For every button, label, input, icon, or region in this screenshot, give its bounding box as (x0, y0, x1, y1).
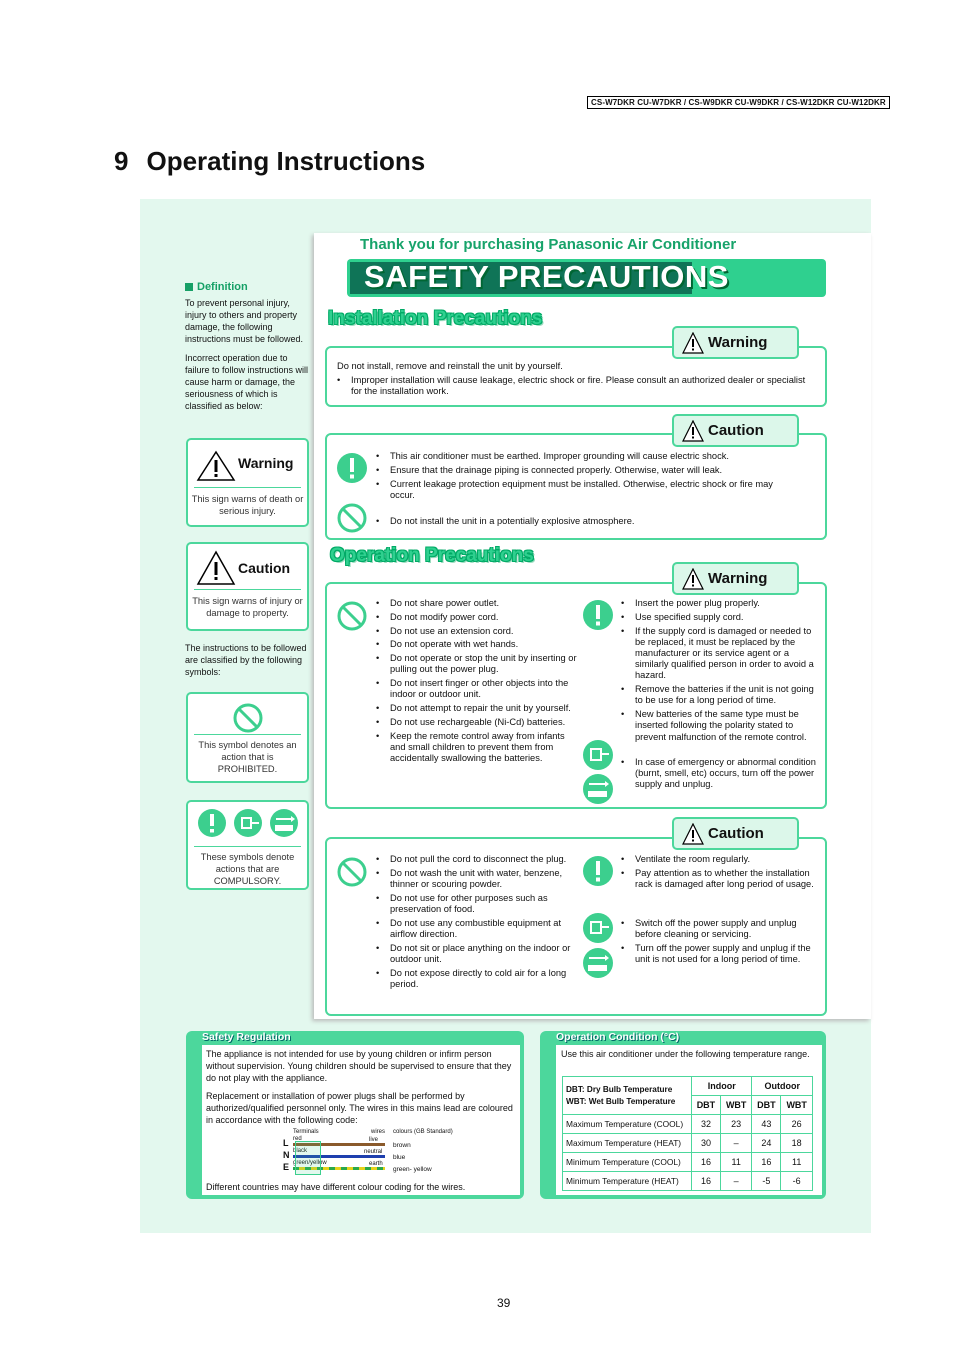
unplug-icon (582, 773, 614, 805)
terminal-neutral: N (283, 1150, 290, 1160)
operation-title: Operation Precautions (330, 545, 534, 566)
prohibited-icon (232, 702, 264, 734)
legend-dbt: DBT: Dry Bulb Temperature (566, 1084, 673, 1094)
prohibited-icon (336, 502, 368, 534)
table-cell: – (720, 1172, 752, 1191)
list-item: • Insert the power plug properly. (621, 598, 816, 609)
colour-live: brown (393, 1142, 411, 1149)
section-number: 9 (114, 146, 129, 176)
must-do-icon (582, 599, 614, 631)
installation-caution-prohibit-list (376, 516, 796, 530)
list-item: • Do not use rechargeable (Ni-Cd) batteries. (376, 717, 581, 728)
list-item: • In case of emergency or abnormal condition (burnt, smell, etc) occurs, turn off the power supply and unplug. (621, 757, 816, 791)
safety-banner-title: SAFETY PRECAUTIONS (364, 259, 729, 294)
installation-warning-tag-label: Warning (708, 334, 768, 351)
installation-warning-lead: Do not install, remove and reinstall the unit by yourself. (337, 361, 563, 371)
list-item: • Do not insert finger or other objects into the indoor or outdoor unit. (376, 678, 581, 700)
caution-triangle-icon (682, 823, 704, 845)
wire-col-neutral: black (293, 1148, 308, 1154)
table-cell: 11 (720, 1153, 752, 1172)
page-number: 39 (497, 1296, 511, 1310)
list-item: • Improper installation will cause leakage, electric shock or fire. Please consult an authorized dealer or specialist for the installation work. (337, 375, 807, 397)
list-item: • New batteries of the same type must be inserted following the polarity stated to prevent malfunction of the remote control. (621, 709, 816, 743)
warning-sign-box (186, 438, 309, 527)
warning-sign-desc: This sign warns of death or serious injury. (191, 494, 304, 516)
list-item: • Do not use any combustible equipment at airflow direction. (376, 918, 581, 940)
table-cell: – (720, 1134, 752, 1153)
list-item: • Switch off the power supply and unplug before cleaning or servicing. (621, 918, 816, 940)
list-item: • Current leakage protection equipment must be installed. Otherwise, electric shock or fire may occur. (376, 479, 796, 501)
warning-triangle-icon (682, 568, 704, 590)
table-cell: -5 (752, 1172, 781, 1191)
operation-condition-intro: Use this air conditioner under the following temperature range. (561, 1049, 810, 1059)
indoor-header: Indoor (692, 1077, 752, 1096)
column-header: DBT (692, 1096, 721, 1115)
unplug-icon (269, 808, 299, 838)
list-item: • Do not install the unit in a potentially explosive atmosphere. (376, 516, 796, 527)
column-header: DBT (752, 1096, 781, 1115)
table-cell: 11 (781, 1153, 813, 1172)
table-cell: 43 (752, 1115, 781, 1134)
list-item: • Do not sit or place anything on the indoor or outdoor unit. (376, 943, 581, 965)
wiring-wires-label: wires (371, 1129, 386, 1135)
row-label: Maximum Temperature (COOL) (563, 1115, 692, 1134)
terminal-earth: E (283, 1162, 290, 1172)
operation-caution-must-list (621, 854, 816, 893)
square-bullet-icon (185, 283, 193, 291)
page-title (114, 146, 425, 177)
installation-caution-tag (672, 414, 799, 447)
list-item: • Do not use for other purposes such as preservation of food. (376, 893, 581, 915)
row-label: Minimum Temperature (HEAT) (563, 1172, 692, 1191)
warning-triangle-icon (682, 332, 704, 354)
installation-caution-must-list (376, 451, 796, 504)
operation-caution-unplug-list (621, 918, 816, 968)
terminal-block-icon (295, 1141, 321, 1175)
operation-warning-tag-label: Warning (708, 570, 768, 587)
thanks-heading: Thank you for purchasing Panasonic Air Conditioner (360, 236, 737, 253)
prohibited-icon (336, 856, 368, 888)
caution-sign-box (186, 542, 309, 631)
definition-para3: The instructions to be followed are classified by the following symbols: (185, 643, 307, 677)
prohibited-sign-box (186, 692, 309, 783)
list-item: • Do not modify power cord. (376, 612, 581, 623)
table-cell: 18 (781, 1134, 813, 1153)
safety-regulation-text (206, 1048, 516, 1126)
table-row (563, 1115, 813, 1134)
list-item: • Do not pull the cord to disconnect the plug. (376, 854, 581, 865)
operation-warning-prohibit-list (376, 598, 581, 767)
prohibited-sign-desc: This symbol denotes an action that is PROHIBITED. (198, 740, 297, 774)
table-cell: 30 (692, 1134, 721, 1153)
caution-sign-label: Caution (238, 560, 291, 576)
list-item: • Do not operate with wet hands. (376, 639, 581, 650)
definition-para1: To prevent personal injury, injury to others and property damage, the following instructions must be followed. (185, 298, 304, 344)
list-item: • Do not attempt to repair the unit by yourself. (376, 703, 581, 714)
divider (194, 487, 301, 488)
list-item: • This air conditioner must be earthed. Improper grounding will cause electric shock. (376, 451, 796, 462)
operation-condition-table (562, 1076, 813, 1191)
definition-heading (185, 281, 310, 293)
table-row (563, 1172, 813, 1191)
column-header: WBT (781, 1096, 813, 1115)
caution-sign-desc: This sign warns of injury or damage to property. (192, 596, 303, 618)
wiring-terminals-label: Terminals (293, 1129, 319, 1135)
caution-triangle-icon (682, 420, 704, 442)
wiring-diagram (283, 1129, 463, 1179)
operation-warning-must-list (621, 598, 816, 745)
operation-caution-tag (672, 817, 799, 850)
wire-col-earth: green/yellow (293, 1160, 327, 1166)
column-header: WBT (720, 1096, 752, 1115)
list-item: • Do not share power outlet. (376, 598, 581, 609)
table-cell: -6 (781, 1172, 813, 1191)
legend-wbt: WBT: Wet Bulb Temperature (566, 1096, 676, 1106)
list-item: • Ensure that the drainage piping is connected properly. Otherwise, water will leak. (376, 465, 796, 476)
row-label: Minimum Temperature (COOL) (563, 1153, 692, 1172)
definition-heading-text: Definition (197, 281, 248, 293)
list-item: • Do not use an extension cord. (376, 626, 581, 637)
wire-col-live: red (293, 1136, 302, 1142)
colour-neutral: blue (393, 1154, 406, 1161)
installation-warning-list (337, 375, 807, 397)
temperature-legend-cell (563, 1077, 692, 1115)
list-item: • Do not operate or stop the unit by inserting or pulling out the power plug. (376, 653, 581, 675)
operation-condition-title: Operation Condition (°C) (556, 1031, 680, 1043)
plug-icon (582, 912, 614, 944)
table-cell: 26 (781, 1115, 813, 1134)
divider (194, 846, 301, 847)
list-item: • Keep the remote control away from infants and small children to prevent them from accidentally swallowing the batteries. (376, 731, 581, 765)
section-title: Operating Instructions (146, 146, 426, 176)
table-cell: 16 (692, 1153, 721, 1172)
compulsory-sign-desc: These symbols denote actions that are COMPULSORY. (200, 852, 295, 886)
operation-warning-tag (672, 562, 799, 595)
terminal-live: L (283, 1138, 289, 1148)
divider (194, 589, 301, 590)
plug-icon (582, 739, 614, 771)
list-item: • Turn off the power supply and unplug if the unit is not used for a long period of time. (621, 943, 816, 965)
list-item: • Pay attention as to whether the installation rack is damaged after long period of usage. (621, 868, 816, 890)
installation-caution-tag-label: Caution (708, 422, 764, 439)
installation-warning-tag (672, 326, 799, 359)
outdoor-header: Outdoor (752, 1077, 813, 1096)
plug-icon (233, 808, 263, 838)
caution-triangle-icon (196, 550, 236, 586)
safety-regulation-para3: Different countries may have different colour coding for the wires. (206, 1182, 466, 1192)
installation-warning-text (337, 361, 807, 400)
unplug-icon (582, 947, 614, 979)
safety-regulation-para2: Replacement or installation of power plugs shall be performed by authorized/qualified personnel only. The wires in this mains lead are coloured in accordance with the following code: (206, 1091, 513, 1125)
table-cell: 24 (752, 1134, 781, 1153)
model-number: CS-W7DKR CU-W7DKR / CS-W9DKR CU-W9DKR / CS-W12DKR CU-W12DKR (587, 96, 890, 109)
wire-name-neutral: neutral (364, 1149, 383, 1155)
installation-title: Installation Precautions (328, 308, 543, 329)
list-item: • Use specified supply cord. (621, 612, 816, 623)
operation-caution-prohibit-list (376, 854, 581, 993)
compulsory-sign-box (186, 800, 309, 890)
safety-regulation-title: Safety Regulation (202, 1031, 291, 1043)
prohibited-icon (336, 600, 368, 632)
must-do-icon (582, 855, 614, 887)
definition-para2: Incorrect operation due to failure to follow instructions will cause harm or damage, the seriousness of which is classified as below: (185, 353, 309, 411)
warning-sign-label: Warning (238, 455, 294, 471)
operation-caution-tag-label: Caution (708, 825, 764, 842)
must-do-icon (197, 808, 227, 838)
list-item: • Remove the batteries if the unit is not going to be use for a long period of time. (621, 684, 816, 706)
warning-triangle-icon (196, 450, 236, 482)
table-row (563, 1134, 813, 1153)
table-row (563, 1153, 813, 1172)
safety-regulation-para1: The appliance is not intended for use by young children or infirm person without supervision. Young children should be supervised to ensure that they do not play with the appliance. (206, 1049, 512, 1083)
wire-name-live: live (369, 1137, 379, 1143)
wiring-terminals (283, 1137, 290, 1173)
table-cell: 16 (692, 1172, 721, 1191)
wiring-colours-label: colours (GB Standard) (393, 1129, 453, 1135)
list-item: • Ventilate the room regularly. (621, 854, 816, 865)
operation-condition-rows (563, 1115, 813, 1191)
definition-block (185, 281, 310, 412)
wire-name-earth: earth (369, 1161, 383, 1167)
list-item: • Do not expose directly to cold air for a long period. (376, 968, 581, 990)
colour-earth: green- yellow (393, 1166, 432, 1173)
row-label: Maximum Temperature (HEAT) (563, 1134, 692, 1153)
table-cell: 23 (720, 1115, 752, 1134)
list-item: • If the supply cord is damaged or needed to be replaced, it must be replaced by the manufacturer or its service agent or a similarly qualified person in order to avoid a hazard. (621, 626, 816, 682)
table-cell: 16 (752, 1153, 781, 1172)
table-cell: 32 (692, 1115, 721, 1134)
list-item: • Do not wash the unit with water, benzene, thinner or scouring powder. (376, 868, 581, 890)
must-do-icon (336, 452, 368, 484)
operation-warning-unplug-list (621, 757, 816, 793)
